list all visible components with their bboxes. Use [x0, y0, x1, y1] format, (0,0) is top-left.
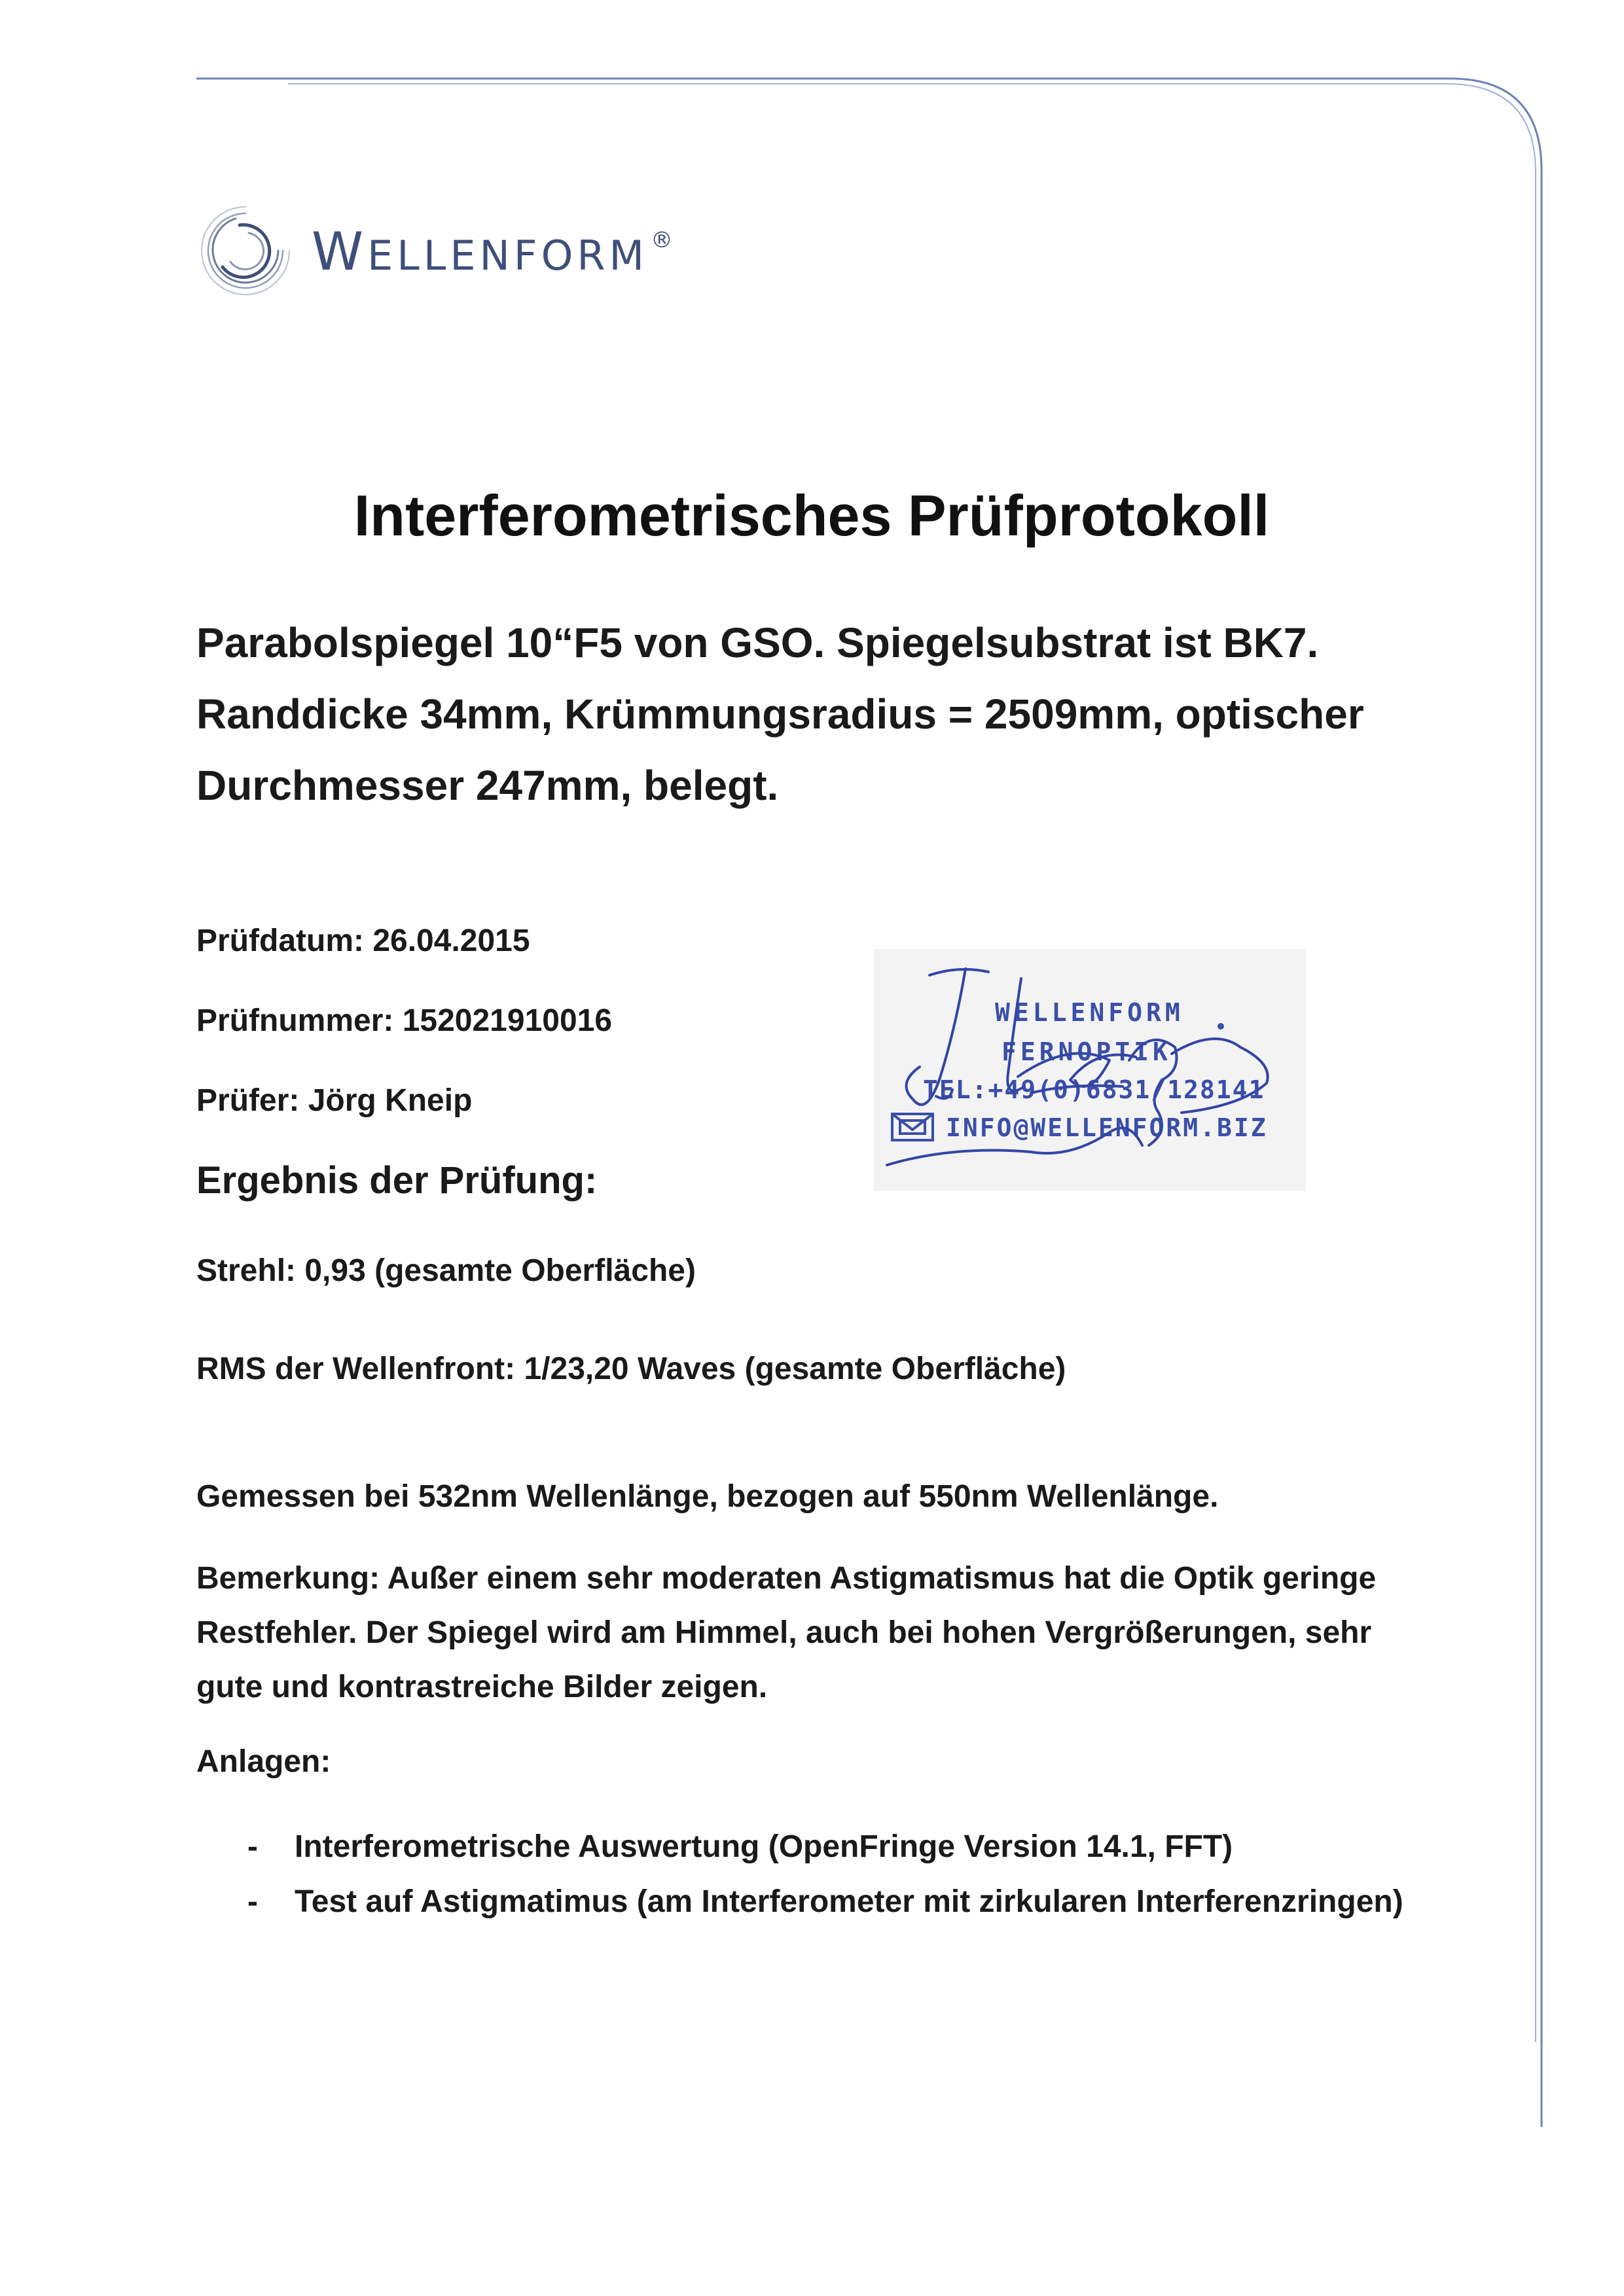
- mirror-description: Parabolspiegel 10“F5 von GSO. Spiegelsubstrat ist BK7. Randdicke 34mm, Krümmungsradius = 2509mm, optischer Durchmesser 247mm, belegt.: [196, 619, 1364, 809]
- company-stamp: [874, 949, 1306, 1191]
- list-dash: -: [247, 1829, 258, 1864]
- wave-circle-logo-icon: [196, 202, 295, 300]
- envelope-icon: [892, 1114, 933, 1140]
- remark-paragraph: Bemerkung: Außer einem sehr moderaten Astigmatismus hat die Optik geringe Restfehler. Der Spiegel wird am Himmel, auch bei hohen Vergrößerungen, sehr gute und kontrastreiche Bilder zeigen.: [196, 1561, 1377, 1704]
- list-item: [196, 1820, 1407, 1874]
- list-dash: -: [247, 1884, 258, 1919]
- stamp-line-1: WELLENFORM: [995, 998, 1184, 1027]
- attachments-heading: Anlagen:: [196, 1744, 331, 1779]
- stamp-line-3: TEL:+49(0)6831/128141: [923, 1075, 1265, 1104]
- list-item-text: Interferometrische Auswertung (OpenFringe Version 14.1, FFT): [295, 1829, 1233, 1864]
- company-logo: [196, 202, 673, 300]
- attachments-list: [196, 1820, 1407, 1929]
- tester: Prüfer: Jörg Kneip: [196, 1083, 473, 1118]
- list-item: [196, 1874, 1407, 1929]
- rms-value: RMS der Wellenfront: 1/23,20 Waves (gesamte Oberfläche): [196, 1352, 1066, 1386]
- stamp-line-2: FERNOPTIK: [1001, 1037, 1172, 1066]
- test-number: Prüfnummer: 152021910016: [196, 1003, 613, 1038]
- registered-mark: ®: [650, 227, 673, 253]
- stamp-line-4: INFO@WELLENFORM.BIZ: [946, 1113, 1268, 1142]
- list-item-text: Test auf Astigmatimus (am Interferometer mit zirkularen Interferenzringen): [295, 1884, 1403, 1919]
- strehl-value: Strehl: 0,93 (gesamte Oberfläche): [196, 1253, 696, 1288]
- measurement-note: Gemessen bei 532nm Wellenlänge, bezogen auf 550nm Wellenlänge.: [196, 1479, 1219, 1514]
- test-date: Prüfdatum: 26.04.2015: [196, 924, 530, 958]
- brand-wordmark: WELLENFORM ®: [312, 221, 673, 282]
- document-title: Interferometrisches Prüfprotokoll: [353, 483, 1270, 548]
- result-heading: Ergebnis der Prüfung:: [196, 1159, 598, 1202]
- stamp-graphic: [874, 949, 1306, 1191]
